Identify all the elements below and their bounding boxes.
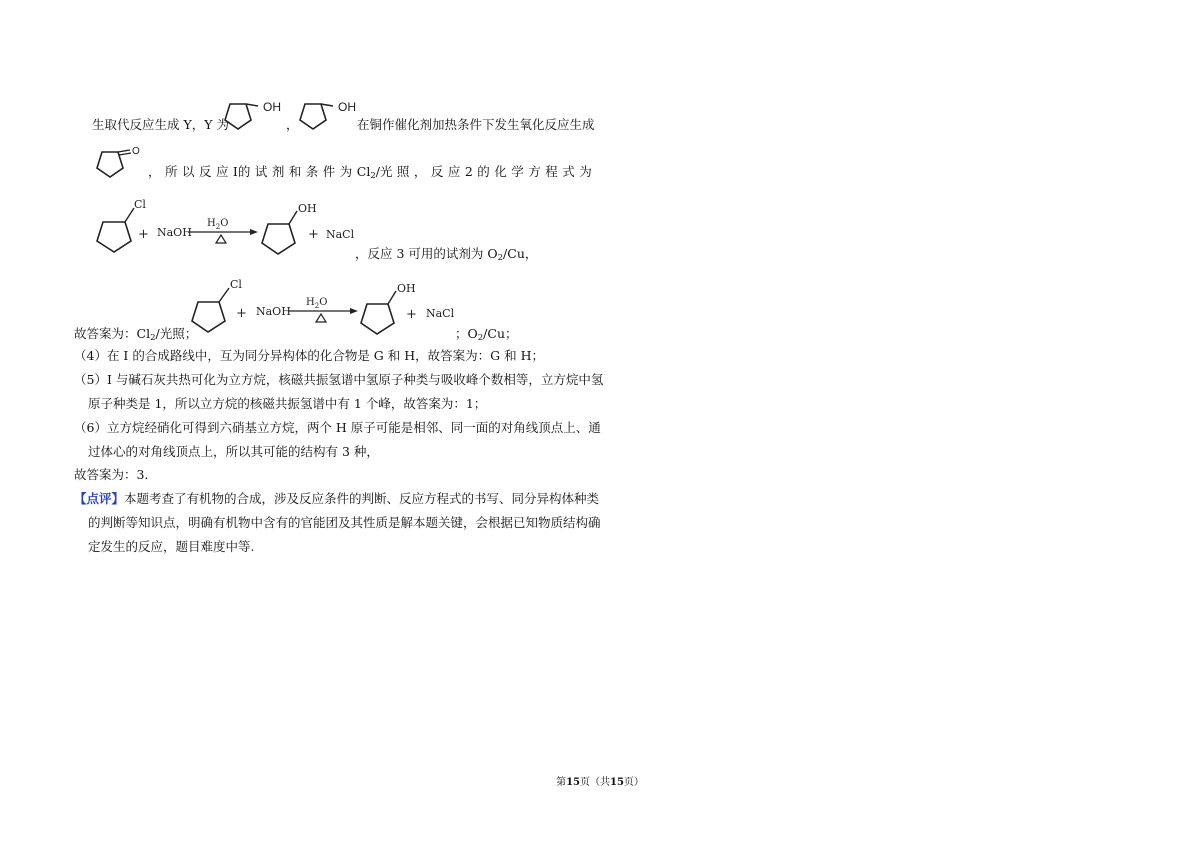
- oh-label: OH: [397, 282, 416, 295]
- answer-q5-line2: 原子种类是 1，所以立方烷的核磁共振氢谱中有 1 个峰，故答案为：1；: [88, 396, 487, 411]
- comment-tag: 【点评】: [74, 491, 125, 506]
- text-line-3: ，反应 3 可用的试剂为 $O_2/Cu$，: [355, 246, 538, 263]
- answer-q6-line3: 故答案为：3．: [74, 467, 157, 482]
- answer-q4: （4）在 I 的合成路线中，互为同分异构体的化合物是 G 和 H，故答案为：G 和 H；: [74, 348, 544, 363]
- answer-q6-line1: （6）立方烷经硝化可得到六硝基立方烷，两个 H 原子可能是相邻、同一面的对角线顶点上、通: [74, 420, 601, 435]
- text-line-4b: ；$O_2/Cu$；: [455, 326, 518, 343]
- cyclopentanol-structure-1: [218, 94, 288, 134]
- cyclopentanone-structure: [88, 140, 150, 182]
- plus-sign: +: [138, 227, 149, 242]
- oh-label: OH: [338, 100, 356, 114]
- naoh-label: NaOH: [157, 226, 192, 239]
- text-line-1-comma: ，: [286, 117, 299, 132]
- comment-line3: 定发生的反应，题目难度中等.: [88, 539, 255, 554]
- answer-q5-line1: （5）I 与碱石灰共热可化为立方烷，核磁共振氢谱中氢原子种类与吸收峰个数相等，立方烷中氢: [74, 372, 604, 387]
- nacl-label: NaCl: [426, 307, 455, 320]
- naoh-label: NaOH: [256, 305, 291, 318]
- comment-line2: 的判断等知识点，明确有机物中含有的官能团及其性质是解本题关键，会根据已知物质结构确: [88, 515, 601, 530]
- plus-sign: +: [236, 306, 247, 321]
- reaction-equation-1: [88, 196, 360, 260]
- reaction-equation-2: [186, 272, 458, 342]
- cyclopentanol-structure-2: [293, 94, 363, 134]
- text-line-1b: 在铜作催化剂加热条件下发生氧化反应生成: [357, 117, 595, 132]
- comment-line1: 【点评】本题考查了有机物的合成，涉及反应条件的判断、反应方程式的书写、同分异构体种类: [74, 491, 600, 506]
- text-line-4a: 故答案为：$Cl_2/$光照；: [74, 326, 198, 343]
- nacl-label: NaCl: [326, 228, 355, 241]
- o-label: O: [132, 146, 140, 157]
- h2o-label: $H_2O$: [207, 218, 229, 231]
- plus-sign: +: [308, 227, 319, 242]
- h2o-label: $H_2O$: [306, 297, 328, 310]
- text-line-2: ， 所 以 反 应 I的 试 剂 和 条 件 为 $Cl_2/$光 照 ， 反 应 2 的 化 学 方 程 式 为: [148, 164, 592, 181]
- oh-label: OH: [263, 100, 281, 114]
- cl-label: Cl: [230, 278, 242, 291]
- answer-q6-line2: 过体心的对角线顶点上，所以其可能的结构有 3 种，: [88, 444, 379, 459]
- plus-sign: +: [406, 307, 417, 322]
- text-line-1a: 生取代反应生成 Y，Y 为: [92, 117, 229, 132]
- cl-label: Cl: [134, 198, 146, 211]
- page-footer: 第15页（共15页）: [556, 777, 644, 788]
- oh-label: OH: [298, 202, 317, 215]
